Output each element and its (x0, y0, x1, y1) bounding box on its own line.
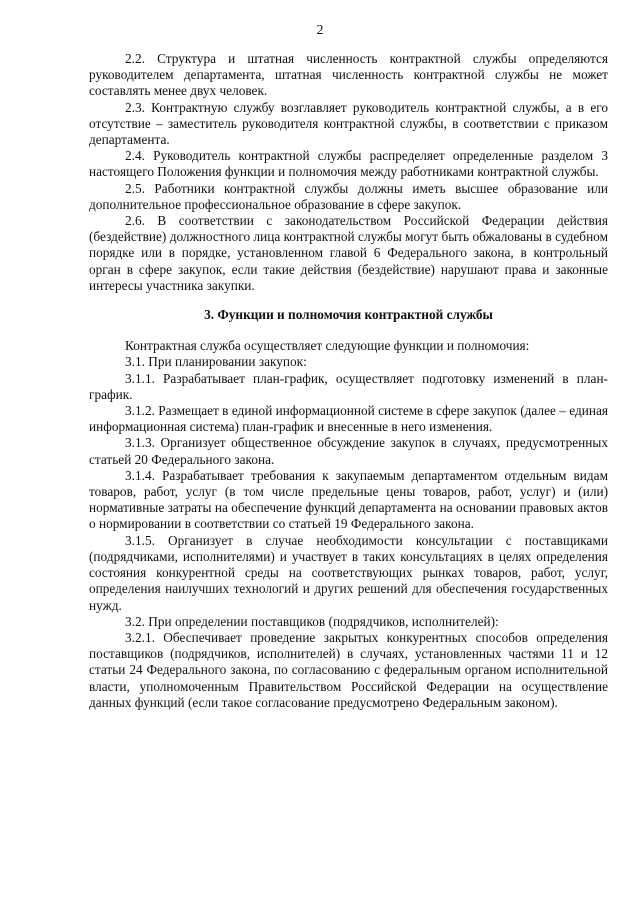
paragraph-3-1-5: 3.1.5. Организует в случае необходимости консультации с поставщиками (подрядчиками, исполнителями) и участвует в таких консультациях в целях определения состояния конкурентной среды на соответствующих рынках товаров, работ, услуг, определения наилучших технологий и других решений для обеспечения государственных нужд. (89, 532, 608, 613)
paragraph-2-4: 2.4. Руководитель контрактной службы распределяет определенные разделом 3 настоящего Положения функции и полномочия между работниками контрактной службы. (89, 148, 608, 180)
paragraph-3-1-3: 3.1.3. Организует общественное обсуждение закупок в случаях, предусмотренных статьей 20 Федерального закона. (89, 435, 608, 467)
paragraph-2-5: 2.5. Работники контрактной службы должны иметь высшее образование или дополнительное профессиональное образование в сфере закупок. (89, 180, 608, 212)
paragraph-3-1-4: 3.1.4. Разрабатывает требования к закупаемым департаментом отдельным видам товаров, работ, услуг (в том числе предельные цены товаров, работ, услуг) и (или) нормативные затраты на обеспечение функций департамента на основании правовых актов о нормировании в соответствии со статьей 19 Федерального закона. (89, 467, 608, 532)
paragraph-3-1: 3.1. При планировании закупок: (125, 354, 307, 370)
paragraph-3-1-2: 3.1.2. Размещает в единой информационной системе в сфере закупок (далее – единая информационная система) план-график и внесенные в него изменения. (89, 403, 608, 435)
page-number: 2 (316, 23, 324, 38)
paragraph-2-6: 2.6. В соответствии с законодательством Российской Федерации действия (бездействие) должностного лица контрактной службы могут быть обжалованы в судебном порядке или в порядке, установленном главой 6 Федерального закона, в контрольный орган в сфере закупок, если такие действия (бездействие) нарушают права и законные интересы участника закупки. (89, 213, 608, 293)
document-body (89, 51, 608, 711)
paragraph-3-1-1: 3.1.1. Разрабатывает план-график, осуществляет подготовку изменений в план-график. (89, 370, 608, 402)
paragraph-2-2: 2.2. Структура и штатная численность контрактной службы определяются руководителем департамента, штатная численность контрактной службы не может составлять менее двух человек. (89, 51, 608, 99)
paragraph-3-2-1: 3.2.1. Обеспечивает проведение закрытых конкурентных способов определения поставщиков (подрядчиков, исполнителей) в случаях, установленных частями 11 и 12 статьи 24 Федерального закона, по согласованию с федеральным органом исполнительной власти, уполномоченным Правительством Российской Федерации на осуществление данных функций (если такое согласование предусмотрено Федеральным законом). (89, 629, 608, 710)
paragraph-intro: Контрактная служба осуществляет следующие функции и полномочия: (125, 338, 530, 354)
section-heading: 3. Функции и полномочия контрактной службы (204, 307, 493, 323)
paragraph-2-3: 2.3. Контрактную службу возглавляет руководитель контрактной службы, а в его отсутствие – заместитель руководителя контрактной службы, в соответствии с приказом департамента. (89, 99, 608, 148)
paragraph-3-2: 3.2. При определении поставщиков (подрядчиков, исполнителей): (125, 613, 499, 629)
